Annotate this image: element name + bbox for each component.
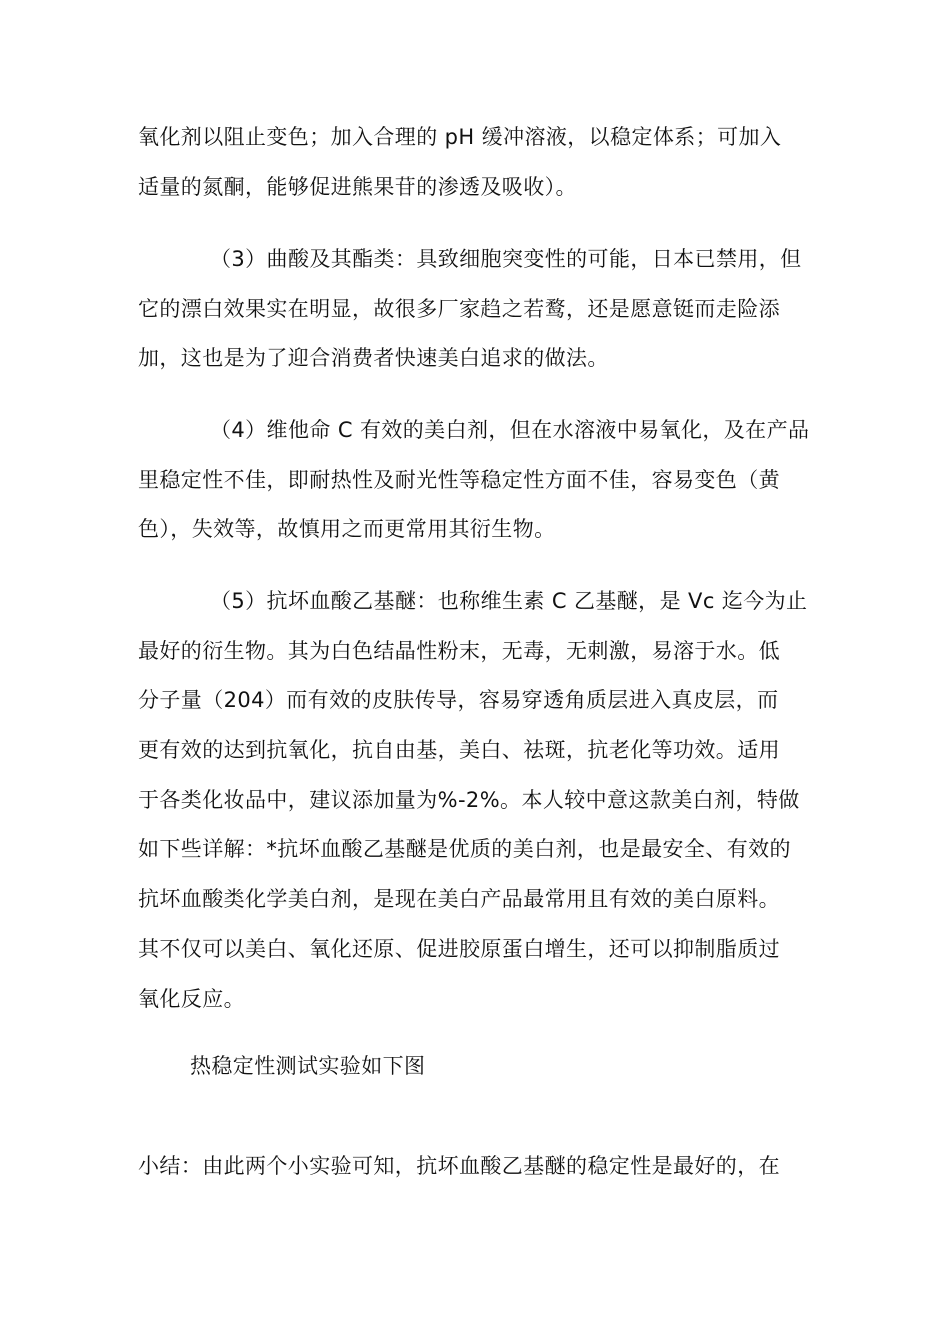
text-line: 适量的氮酮，能够促进熊果苷的渗透及吸收）。 (138, 175, 577, 199)
text-line: 于各类化妆品中，建议添加量为%-2%。本人较中意这款美白剂，特做 (138, 788, 800, 812)
text-line: （4）维他命 C 有效的美白剂，但在水溶液中易氧化，及在产品 (210, 418, 810, 442)
text-line: 分子量（204）而有效的皮肤传导，容易穿透角质层进入真皮层，而 (138, 688, 779, 712)
text-line: （3）曲酸及其酯类：具致细胞突变性的可能，日本已禁用，但 (210, 247, 802, 271)
figure-caption: 热稳定性测试实验如下图 (190, 1054, 426, 1078)
text-line: 里稳定性不佳，即耐热性及耐光性等稳定性方面不佳，容易变色（黄 (138, 468, 780, 492)
text-line: 更有效的达到抗氧化，抗自由基，美白、祛斑，抗老化等功效。适用 (138, 738, 780, 762)
text-line: 其不仅可以美白、氧化还原、促进胶原蛋白增生，还可以抑制脂质过 (138, 937, 780, 961)
text-line: 氧化剂以阻止变色；加入合理的 pH 缓冲溶液，以稳定体系；可加入 (138, 125, 782, 149)
text-line: 抗坏血酸类化学美白剂，是现在美白产品最常用且有效的美白原料。 (138, 887, 780, 911)
text-line: 小结：由此两个小实验可知，抗坏血酸乙基醚的稳定性是最好的，在 (138, 1154, 780, 1178)
text-line: 色），失效等，故慎用之而更常用其衍生物。 (138, 517, 556, 541)
text-line: 最好的衍生物。其为白色结晶性粉末，无毒，无刺激，易溶于水。低 (138, 639, 780, 663)
text-line: 加，这也是为了迎合消费者快速美白追求的做法。 (138, 346, 609, 370)
text-line: 氧化反应。 (138, 987, 245, 1011)
text-line: （5）抗坏血酸乙基醚：也称维生素 C 乙基醚，是 Vc 迄今为止 (210, 589, 808, 613)
text-line: 如下些详解：*抗坏血酸乙基醚是优质的美白剂，也是最安全、有效的 (138, 837, 791, 861)
text-line: 它的漂白效果实在明显，故很多厂家趋之若鹜，还是愿意铤而走险添 (138, 297, 780, 321)
